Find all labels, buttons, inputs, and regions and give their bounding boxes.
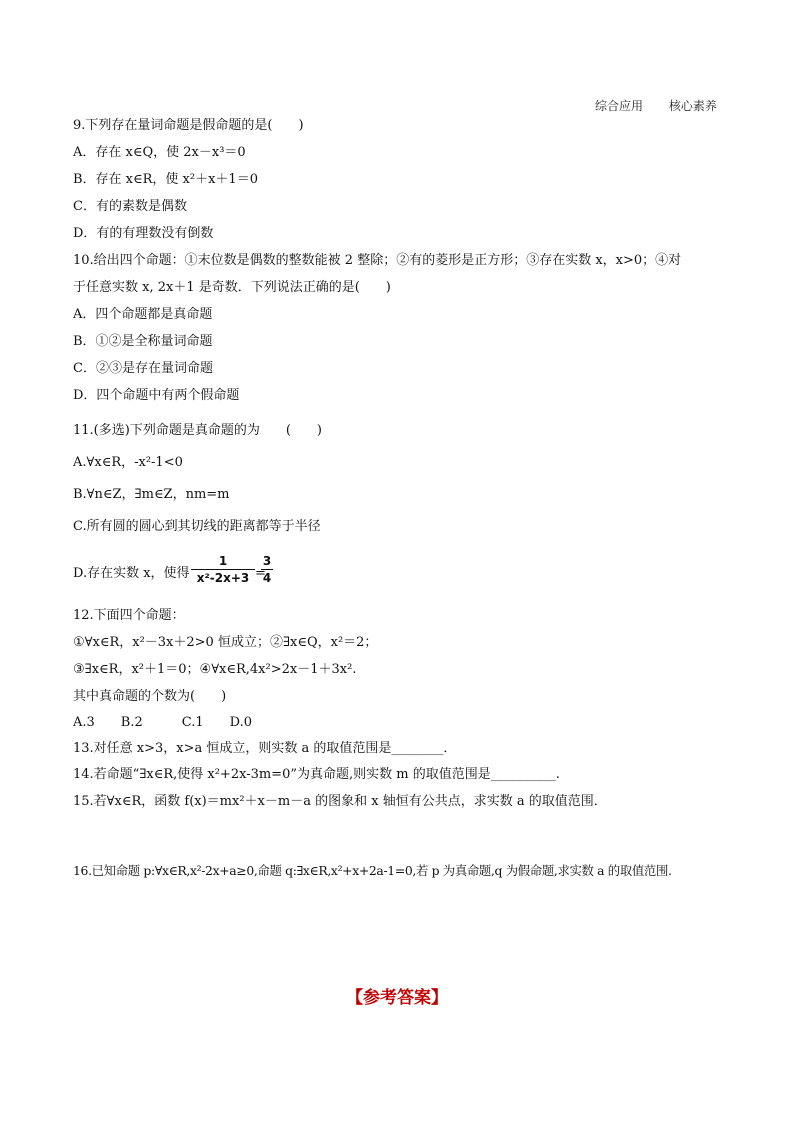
fraction-bar [261,569,273,570]
q11-option-d-prefix: D.存在实数 x，使得 [73,566,190,581]
q14: 14.若命题“∃x∈R,使得 x²+2x-3m=0”为真命题,则实数 m 的取值范围是__________. [73,767,560,782]
q11-d-numerator: 1 [218,554,228,568]
q9-option-d: D．有的有理数没有倒数 [73,226,214,241]
q11-d-result-denominator: 4 [262,571,272,585]
q9-stem: 9.下列存在量词命题是假命题的是( ) [73,118,304,133]
header-tag-application: 综合应用 [595,99,644,113]
header-tags [595,97,717,114]
q12-line1: ①∀x∈R，x²－3x＋2>0 恒成立；②∃x∈Q，x²＝2； [73,635,378,650]
q15: 15.若∀x∈R，函数 f(x)＝mx²＋x－m－a 的图象和 x 轴恒有公共点，求实数 a 的取值范围． [73,794,607,809]
q12-stem: 12.下面四个命题： [73,608,185,623]
q9-option-a: A．存在 x∈Q，使 2x－x³＝0 [73,145,246,160]
q11-option-b: B.∀n∈Z，∃m∈Z，nm=m [73,487,230,502]
q13: 13.对任意 x>3，x>a 恒成立，则实数 a 的取值范围是________． [73,741,457,756]
q11-option-d-result [261,554,273,585]
q10-option-b: B．①②是全称量词命题 [73,334,213,349]
q10-option-d: D．四个命题中有两个假命题 [73,388,240,403]
q11-option-a: A.∀x∈R，-x²-1<0 [73,455,183,470]
q10-option-a: A．四个命题都是真命题 [73,307,213,322]
q10-stem-line1: 10.给出四个命题：①末位数是偶数的整数能被 2 整除；②有的菱形是正方形；③存在实数 x，x>0；④对 [73,253,682,268]
header-tag-literacy: 核心素养 [668,99,717,113]
q11-d-denominator: x²-2x+3 [196,571,250,585]
answer-section-title: 【参考答案】 [346,988,448,1008]
q11-d-equals: = [255,566,266,581]
q10-option-c: C．②③是存在量词命题 [73,361,213,376]
q11-d-result-numerator: 3 [262,554,272,568]
q9-option-b: B．存在 x∈R，使 x²＋x＋1＝0 [73,172,258,187]
q16: 16.已知命题 p:∀x∈R,x²-2x+a≥0,命题 q:∃x∈R,x²+x+2a-1=0,若 p 为真命题,q 为假命题,求实数 a 的取值范围. [73,863,672,878]
q11-stem: 11.(多选)下列命题是真命题的为 ( ) [73,423,322,438]
q9-option-c: C．有的素数是偶数 [73,199,187,214]
q12-line2: ③∃x∈R，x²＋1＝0；④∀x∈R,4x²>2x－1＋3x². [73,662,357,677]
q11-option-d-fraction [191,554,255,585]
q11-option-c: C.所有圆的圆心到其切线的距离都等于半径 [73,519,321,534]
q12-ask: 其中真命题的个数为( ) [73,689,227,704]
fraction-bar [191,569,255,570]
q12-options: A.3 B.2 C.1 D.0 [73,715,252,730]
q10-stem-line2: 于任意实数 x, 2x＋1 是奇数．下列说法正确的是( ) [73,280,391,295]
